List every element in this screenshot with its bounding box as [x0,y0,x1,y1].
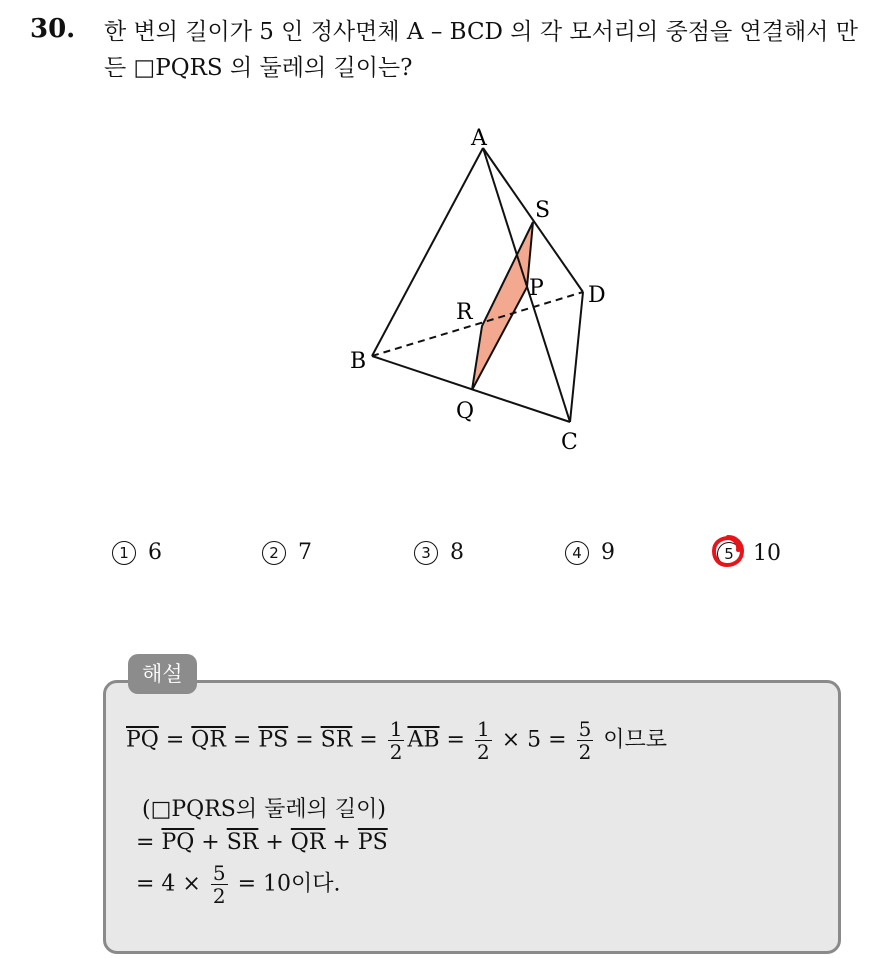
choice-1[interactable] [112,540,162,565]
choice-2-value: 7 [298,540,312,565]
question-number: 30. [30,14,76,44]
seg-sr: $\overline{SR}$ [320,727,353,753]
eq-3: = [295,727,314,753]
seg-ab: $\overline{AB}$ [407,727,440,753]
line4-prefix: = 4 × [136,871,201,897]
eq-7: = [136,830,155,855]
choice-1-mark: 1 [112,541,136,565]
eq-4: = [359,727,378,753]
label-b: B [350,349,367,374]
choice-3[interactable] [414,540,464,565]
label-s: S [535,198,551,223]
choice-4-value: 9 [601,540,615,565]
fraction-den: 2 [389,740,403,764]
eq-1: = [165,727,185,753]
solution-line-3 [136,830,388,855]
question-text: 한 변의 길이가 5 인 정사면체 A – BCD 의 각 모서리의 중점을 연결해서 만든 □PQRS 의 둘레의 길이는? [104,19,858,81]
plus-3: + [332,830,351,855]
line1-suffix: 이므로 [603,727,668,753]
tetrahedron-figure [330,110,630,470]
choice-4[interactable] [565,540,615,565]
fraction-five-halves [577,718,594,763]
seg-pq-2: $\overline{PQ}$ [161,830,195,855]
fraction-half-1 [388,718,405,763]
line4-suffix: = 10이다. [237,871,341,897]
seg-pq: $\overline{PQ}$ [126,727,159,753]
seg-ps-2: $\overline{PS}$ [357,830,388,855]
label-a: A [471,126,487,151]
label-q: Q [456,399,475,424]
fraction-half-2 [475,718,492,763]
choice-5[interactable] [717,540,781,566]
eq-6: = [548,727,567,753]
plus-2: + [265,830,284,855]
answer-choices [0,540,884,580]
solution-line-1 [126,718,667,763]
plus-1: + [201,830,220,855]
label-c: C [561,430,578,455]
fraction-den: 2 [212,884,226,908]
fraction-num: 1 [389,717,403,741]
fraction-den: 2 [578,740,592,764]
choice-3-value: 8 [450,540,464,565]
pqrs-quadrilateral [472,222,533,390]
label-r: R [456,300,473,325]
fraction-num: 5 [578,717,592,741]
times-five: × 5 [501,727,542,753]
choice-5-mark: 5 [717,542,741,566]
choice-5-value: 10 [753,540,781,566]
edge-cd [570,292,583,422]
label-d: D [588,283,606,308]
solution-tag: 해설 [128,654,197,694]
choice-4-mark: 4 [565,541,589,565]
solution-line-4 [136,862,341,907]
choice-2[interactable] [262,540,312,565]
fraction-num: 1 [476,717,490,741]
seg-qr: $\overline{QR}$ [191,727,226,753]
solution-line-2: (□PQRS의 둘레의 길이) [142,797,386,822]
eq-5: = [446,727,465,753]
label-p: P [529,276,544,301]
fraction-num: 5 [212,861,226,885]
fraction-den: 2 [476,740,490,764]
seg-qr-2: $\overline{QR}$ [290,830,326,855]
edge-ac [483,148,570,422]
choice-1-value: 6 [148,540,162,565]
seg-sr-2: $\overline{SR}$ [226,830,259,855]
edge-ad [483,148,583,292]
seg-ps: $\overline{PS}$ [258,727,289,753]
answer-marker-icon [710,533,746,569]
eq-2: = [232,727,252,753]
fraction-five-halves-2 [211,862,228,907]
choice-2-mark: 2 [262,541,286,565]
edge-bd-hidden [372,292,583,356]
choice-3-mark: 3 [414,541,438,565]
